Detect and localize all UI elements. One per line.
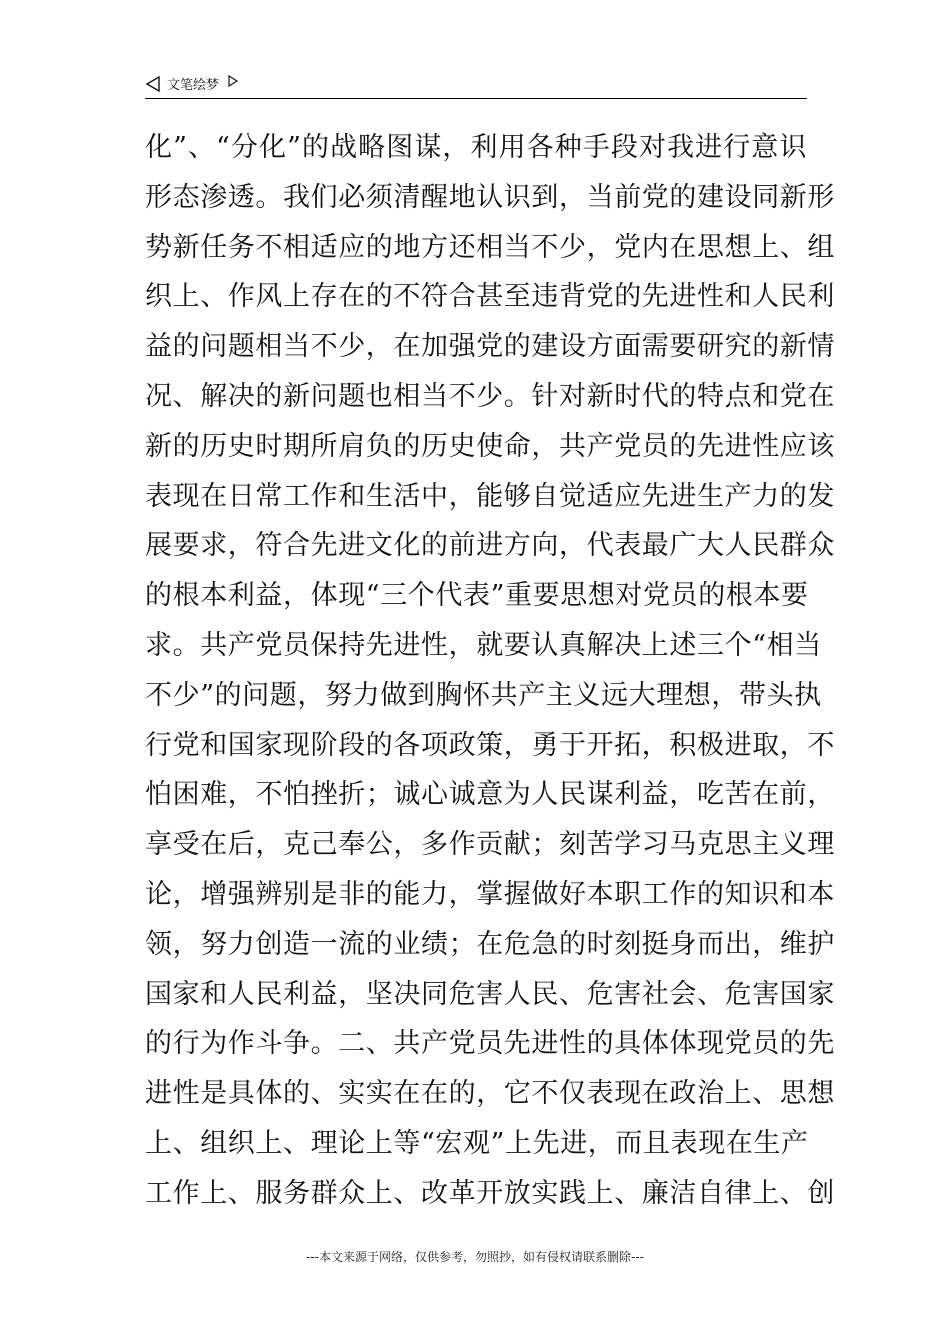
text-line: 进性是具体的、实实在在的，它不仅表现在政治上、思想 xyxy=(145,1078,835,1110)
text-line: 表现在日常工作和生活中，能够自觉适应先进生产力的发 xyxy=(145,480,835,512)
text-line: 展要求，符合先进文化的前进方向，代表最广大人民群众 xyxy=(145,530,835,562)
text-line: 势新任务不相适应的地方还相当不少，党内在思想上、组 xyxy=(145,231,835,263)
text-line: 的行为作斗争。二、共产党员先进性的具体体现党员的先 xyxy=(145,1028,835,1060)
triangle-left-outline-icon xyxy=(145,76,161,92)
header-title: 文笔绘梦 xyxy=(167,78,220,93)
text-line: 享受在后，克己奉公，多作贡献；刻苦学习马克思主义理 xyxy=(145,829,835,861)
text-line: 求。共产党员保持先进性，就要认真解决上述三个“相当 xyxy=(145,629,822,661)
text-line: 怕困难，不怕挫折；诚心诚意为人民谋利益，吃苦在前， xyxy=(145,779,835,811)
document-body xyxy=(145,123,835,1219)
text-line: 国家和人民利益，坚决同危害人民、危害社会、危害国家 xyxy=(145,978,835,1010)
text-line: 况、解决的新问题也相当不少。针对新时代的特点和党在 xyxy=(145,380,835,412)
text-line: 的根本利益，体现“三个代表”重要思想对党员的根本要 xyxy=(145,580,809,612)
text-line: 形态渗透。我们必须清醒地认识到，当前党的建设同新形 xyxy=(145,181,835,213)
text-line: 益的问题相当不少，在加强党的建设方面需要研究的新情 xyxy=(145,331,835,363)
text-line: 工作上、服务群众上、改革开放实践上、廉洁自律上、创 xyxy=(145,1177,835,1209)
text-line: 化”、“分化”的战略图谋，利用各种手段对我进行意识 xyxy=(145,132,807,163)
text-line: 行党和国家现阶段的各项政策，勇于开拓，积极进取，不 xyxy=(145,729,835,761)
text-line: 新的历史时期所肩负的历史使命，共产党员的先进性应该 xyxy=(145,430,835,462)
header-brand xyxy=(145,74,239,93)
text-line: 织上、作风上存在的不符合甚至违背党的先进性和人民利 xyxy=(145,281,835,313)
page-footer-disclaimer: ---本文来源于网络，仅供参考，勿照抄，如有侵权请联系删除--- xyxy=(306,1250,644,1264)
text-line: 上、组织上、理论上等“宏观”上先进，而且表现在生产 xyxy=(145,1127,809,1159)
page-header xyxy=(145,72,807,99)
text-line: 不少”的问题，努力做到胸怀共产主义远大理想，带头执 xyxy=(145,679,822,711)
text-line: 领，努力创造一流的业绩；在危急的时刻挺身而出，维护 xyxy=(145,928,835,960)
triangle-right-outline-icon xyxy=(227,75,239,87)
text-line: 论，增强辨别是非的能力，掌握做好本职工作的知识和本 xyxy=(145,878,835,910)
